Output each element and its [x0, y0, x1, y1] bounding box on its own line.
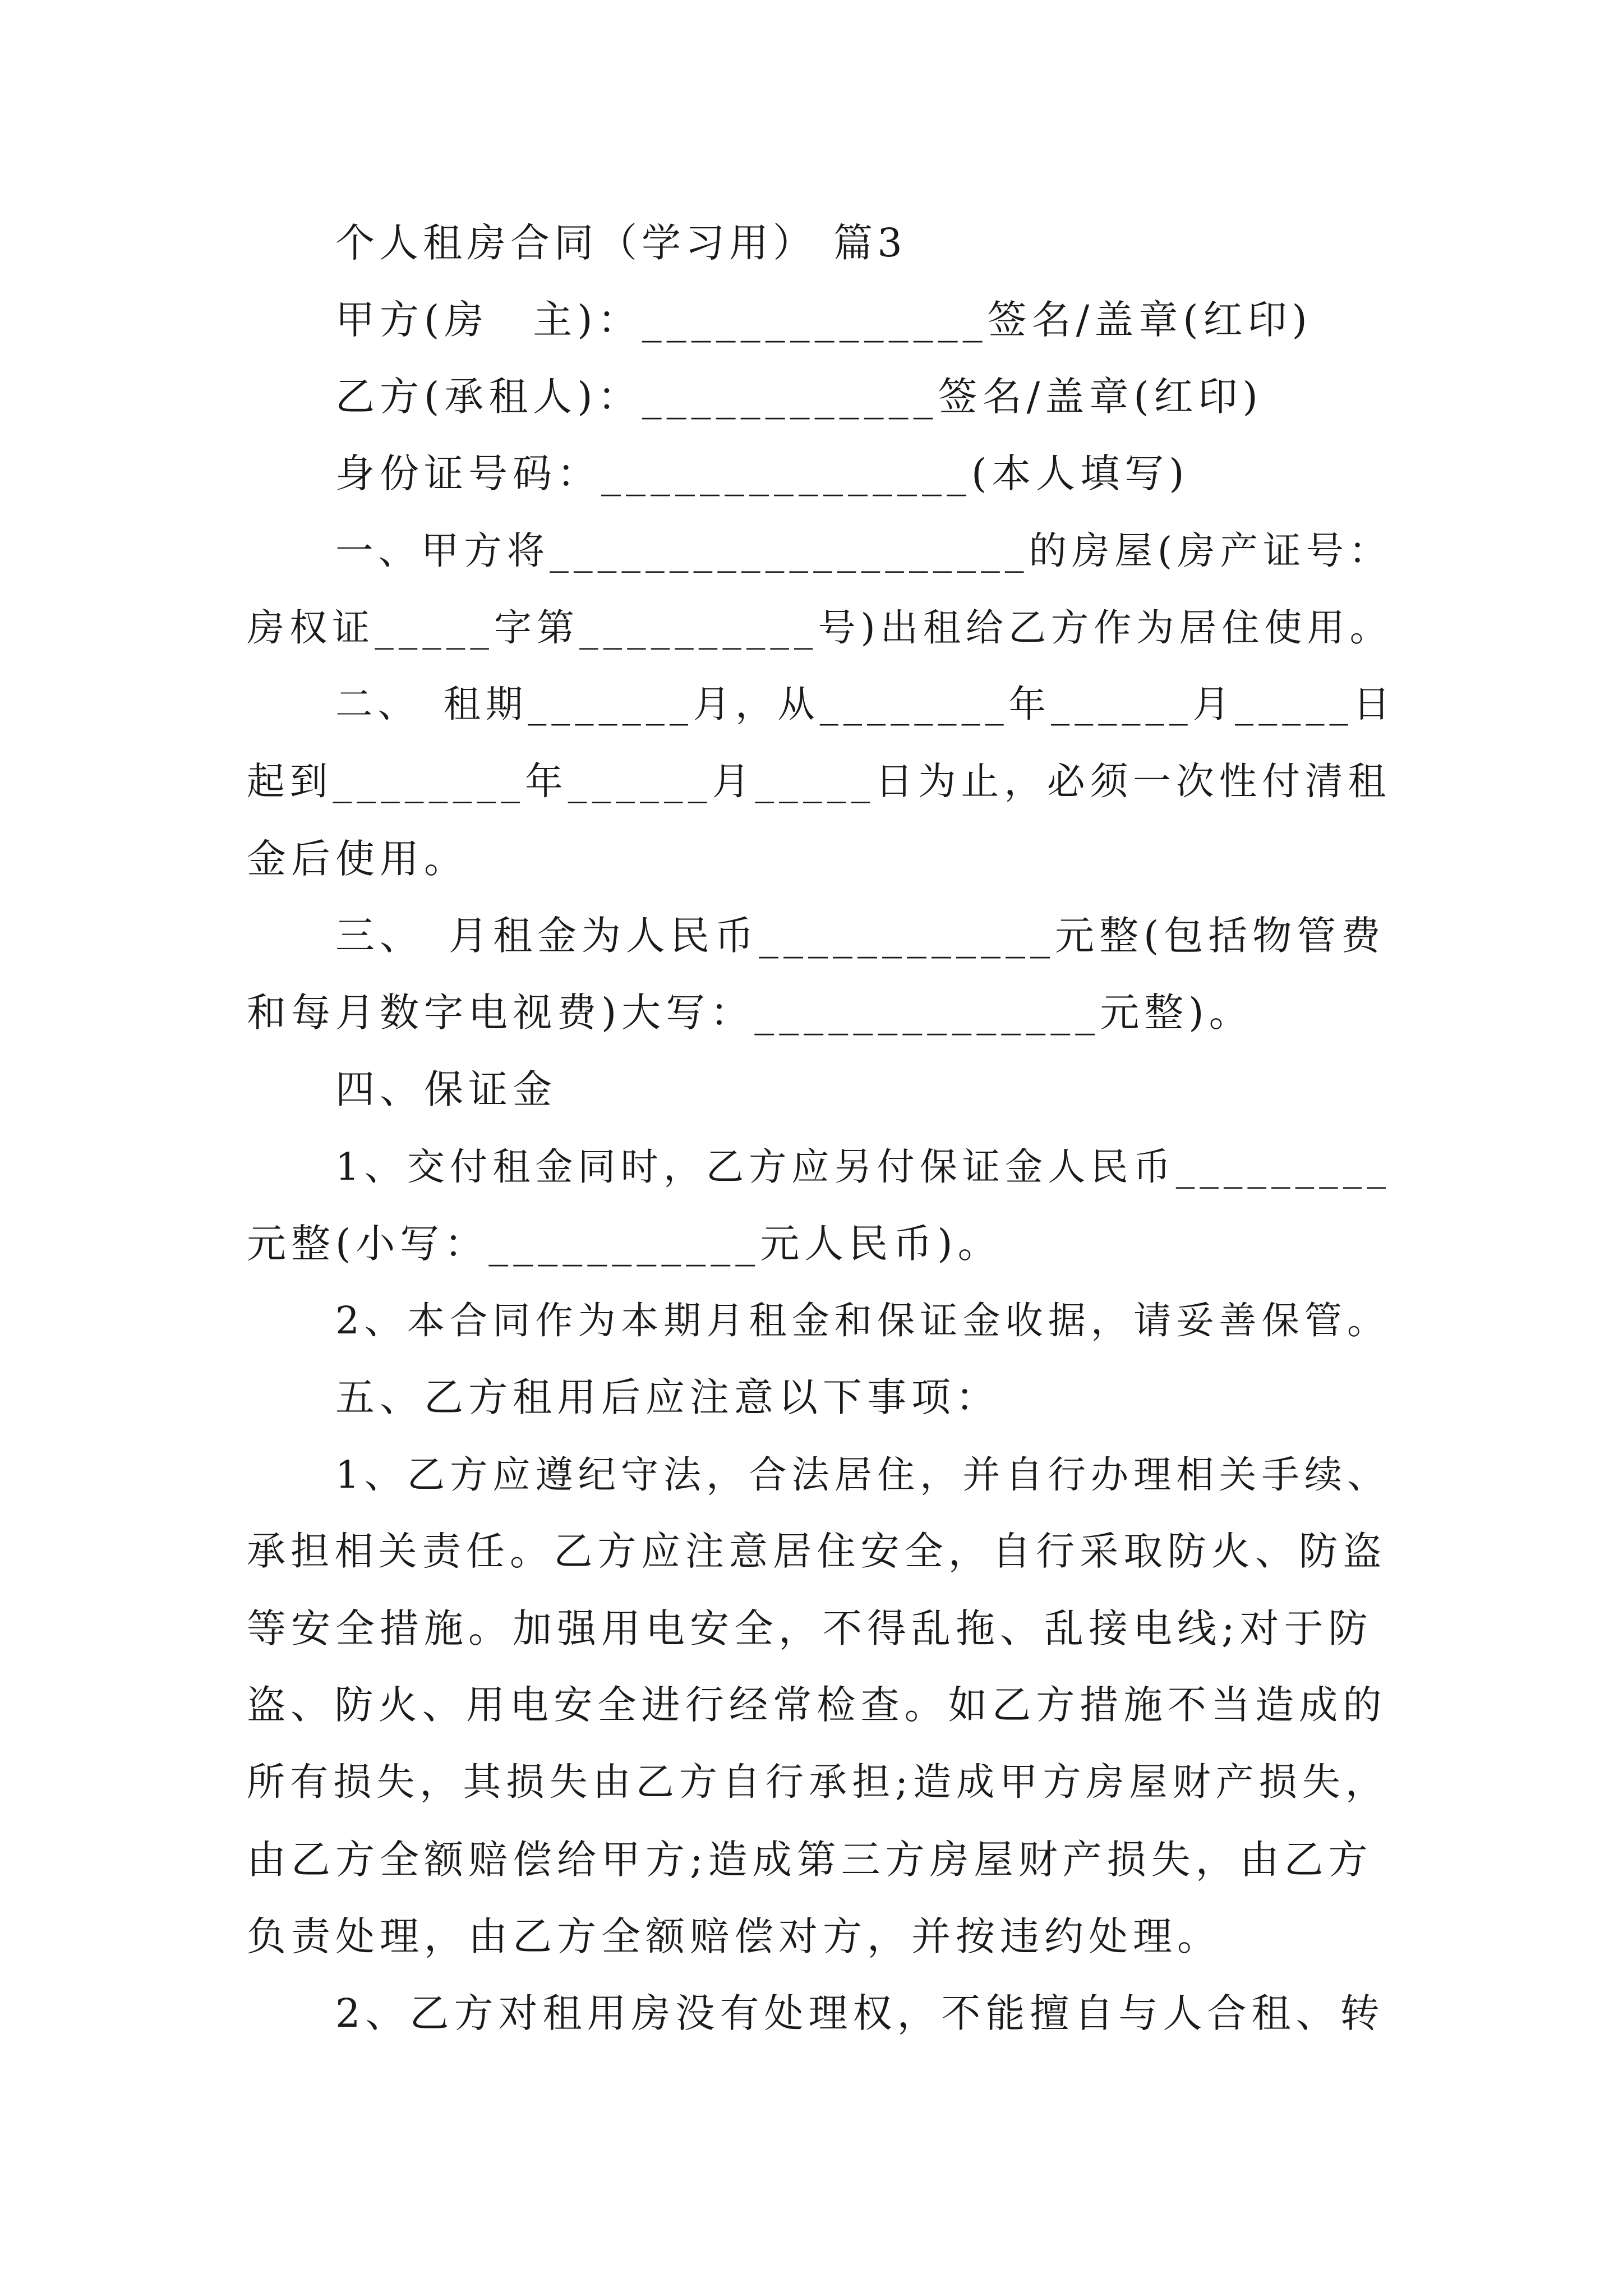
clause-5-item-1-line-7: 负责处理，由乙方全额赔偿对方，并按违约处理。 — [247, 1913, 1221, 1959]
clause-2-line-2: 起到________年______月_____日为止，必须一次性付清租 — [247, 759, 1391, 803]
clause-4-item-2: 2、本合同作为本期月租金和保证金收据，请妥善保管。 — [335, 1299, 1390, 1342]
clause-5-item-1-line-1: 1、乙方应遵纪守法，合法居住，并自行办理相关手续、 — [335, 1453, 1390, 1497]
clause-5-item-1-line-3: 等安全措施。加强用电安全，不得乱拖、乱接电线;对于防 — [247, 1605, 1373, 1651]
party-a-line: 甲方(房 主)：______________签名/盖章(红印) — [335, 297, 1312, 343]
clause-4-item-1-line-1: 1、交付租金同时，乙方应另付保证金人民币_________ — [335, 1145, 1391, 1189]
clause-1-line-2: 房权证_____字第__________号)出租给乙方作为居住使用。 — [247, 606, 1393, 650]
clause-5-item-1-line-6: 由乙方全额赔偿给甲方;造成第三方房屋财产损失，由乙方 — [247, 1837, 1373, 1883]
document-title: 个人租房合同（学习用） 篇3 — [335, 220, 907, 266]
clause-1-line-1: 一、甲方将____________________的房屋(房产证号： — [335, 528, 1392, 573]
clause-5-item-1-line-4: 盗、防火、用电安全进行经常检查。如乙方措施不当造成的 — [247, 1683, 1387, 1728]
clause-5-item-2-line-1: 2、乙方对租用房没有处理权，不能擅自与人合租、转 — [335, 1990, 1385, 2036]
clause-4-heading: 四、保证金 — [335, 1066, 557, 1112]
clause-2-line-3: 金后使用。 — [247, 836, 468, 882]
clause-4-item-1-line-2: 元整(小写：___________元人民币)。 — [247, 1221, 1002, 1267]
clause-5-heading: 五、乙方租用后应注意以下事项： — [335, 1374, 1000, 1420]
clause-5-item-1-line-2: 承担相关责任。乙方应注意居住安全，自行采取防火、防盗 — [247, 1529, 1387, 1574]
clause-3-line-1: 三、 月租金为人民币____________元整(包括物管费 — [335, 913, 1386, 959]
id-number-line: 身份证号码：_______________(本人填写) — [335, 450, 1189, 496]
clause-2-line-1: 二、 租期_______月，从________年______月_____日 — [335, 683, 1395, 726]
clause-3-line-2: 和每月数字电视费)大写：______________元整)。 — [247, 990, 1253, 1036]
clause-5-item-1-line-5: 所有损失，其损失由乙方自行承担;造成甲方房屋财产损失， — [247, 1760, 1389, 1805]
party-b-line: 乙方(承租人)：____________签名/盖章(红印) — [335, 374, 1263, 420]
